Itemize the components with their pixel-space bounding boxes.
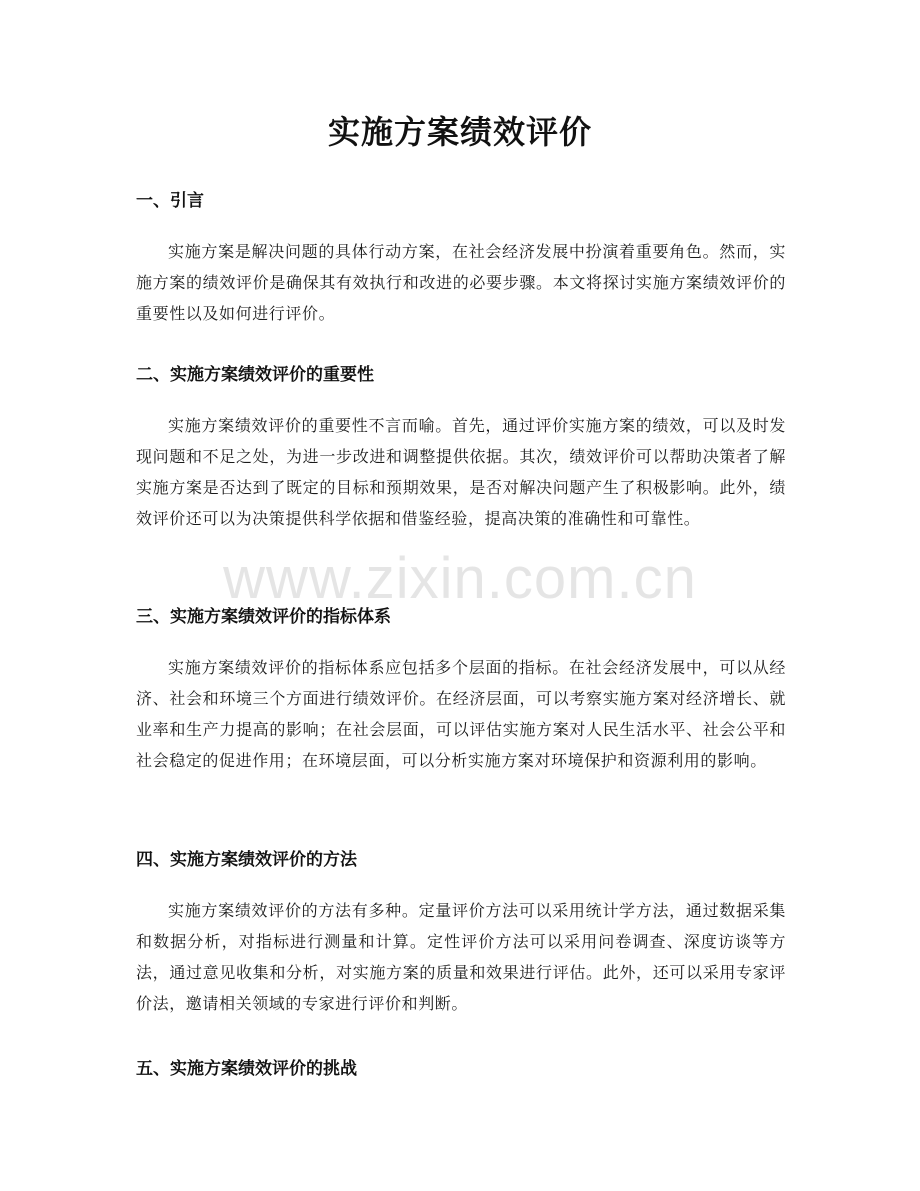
section-challenges: [136, 1057, 786, 1081]
section-heading: 三、实施方案绩效评价的指标体系: [136, 607, 391, 627]
watermark: www.zixin.com.cn: [223, 546, 697, 611]
section-paragraph: 实施方案是解决问题的具体行动方案，在社会经济发展中扮演着重要角色。然而，实施方案的绩效评价是确保其有效执行和改进的必要步骤。本文将探讨实施方案绩效评价的重要性以及如何进行评价。: [136, 242, 786, 323]
section-indicator-system: [136, 605, 786, 776]
page-title: 实施方案绩效评价: [327, 113, 592, 151]
section-heading: 二、实施方案绩效评价的重要性: [136, 365, 374, 385]
section-introduction: [136, 189, 786, 329]
section-paragraph: 实施方案绩效评价的方法有多种。定量评价方法可以采用统计学方法，通过数据采集和数据分析，对指标进行测量和计算。定性评价方法可以采用问卷调查、深度访谈等方法，通过意见收集和分析，对实施方案的质量和效果进行评估。此外，还可以采用专家评价法，邀请相关领域的专家进行评价和判断。: [136, 901, 786, 1013]
section-paragraph: 实施方案绩效评价的指标体系应包括多个层面的指标。在社会经济发展中，可以从经济、社会和环境三个方面进行绩效评价。在经济层面，可以考察实施方案对经济增长、就业率和生产力提高的影响；在社会层面，可以评估实施方案对人民生活水平、社会公平和社会稳定的促进作用；在环境层面，可以分析实施方案对环境保护和资源利用的影响。: [136, 658, 786, 770]
section-paragraph: 实施方案绩效评价的重要性不言而喻。首先，通过评价实施方案的绩效，可以及时发现问题和不足之处，为进一步改进和调整提供依据。其次，绩效评价可以帮助决策者了解实施方案是否达到了既定的目标和预期效果，是否对解决问题产生了积极影响。此外，绩效评价还可以为决策提供科学依据和借鉴经验，提高决策的准确性和可靠性。: [136, 416, 786, 528]
section-methods: [136, 848, 786, 1019]
section-heading: 四、实施方案绩效评价的方法: [136, 850, 357, 870]
section-heading: 五、实施方案绩效评价的挑战: [136, 1059, 357, 1079]
section-importance: [136, 363, 786, 534]
section-heading: 一、引言: [136, 191, 204, 211]
